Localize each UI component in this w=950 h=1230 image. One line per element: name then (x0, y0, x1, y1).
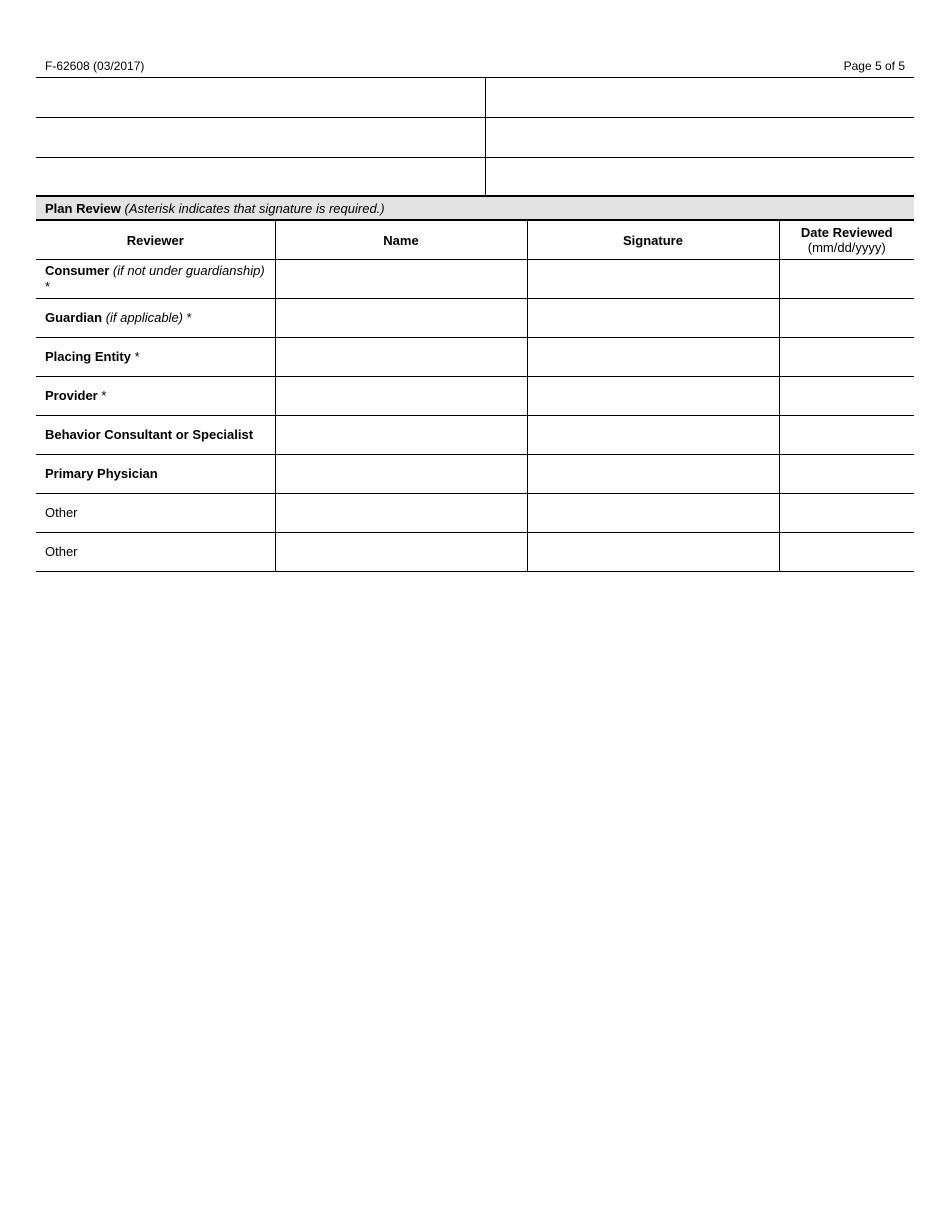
reviewer-cell (36, 416, 275, 455)
reviewer-label: Placing Entity (45, 349, 131, 364)
reviewer-label: Behavior Consultant or Specialist (45, 427, 254, 442)
table-row (36, 377, 914, 416)
table-row (36, 338, 914, 377)
name-field[interactable] (275, 494, 527, 533)
reviewer-suffix: * (97, 388, 107, 403)
form-id: F-62608 (03/2017) (45, 59, 145, 73)
column-header-row (36, 220, 914, 260)
reviewer-cell (36, 260, 275, 299)
review-rows (36, 260, 914, 572)
date-format: (mm/dd/yyyy) (807, 240, 886, 255)
blank-cell[interactable] (36, 118, 486, 158)
table-row (36, 260, 914, 299)
table-row (36, 158, 914, 198)
blank-cell[interactable] (36, 158, 486, 198)
reviewer-cell (36, 455, 275, 494)
name-field[interactable] (275, 455, 527, 494)
table-row (36, 533, 914, 572)
reviewer-label: Primary Physician (45, 466, 158, 481)
name-field[interactable] (275, 533, 527, 572)
column-header-date (779, 220, 914, 260)
column-header-signature: Signature (527, 220, 779, 260)
reviewer-suffix: * (45, 279, 51, 294)
reviewer-suffix: Other (45, 544, 78, 559)
date-label: Date Reviewed (800, 225, 893, 240)
name-field[interactable] (275, 377, 527, 416)
reviewer-suffix: * (130, 349, 140, 364)
table-row (36, 299, 914, 338)
name-field[interactable] (275, 260, 527, 299)
section-title (36, 196, 914, 220)
date-reviewed-field[interactable] (779, 494, 914, 533)
table-row (36, 416, 914, 455)
signature-field[interactable] (527, 299, 779, 338)
name-field[interactable] (275, 299, 527, 338)
reviewer-suffix: * (183, 310, 192, 325)
reviewer-cell (36, 494, 275, 533)
name-field[interactable] (275, 416, 527, 455)
date-reviewed-field[interactable] (779, 260, 914, 299)
date-reviewed-field[interactable] (779, 338, 914, 377)
reviewer-label: Provider (45, 388, 98, 403)
signature-field[interactable] (527, 416, 779, 455)
blank-cell[interactable] (486, 78, 915, 118)
page-header (45, 59, 905, 75)
section-header (36, 196, 914, 220)
blank-cell[interactable] (486, 118, 915, 158)
column-header-reviewer: Reviewer (36, 220, 275, 260)
reviewer-cell (36, 533, 275, 572)
signature-field[interactable] (527, 494, 779, 533)
reviewer-cell (36, 338, 275, 377)
reviewer-label: Consumer (45, 263, 110, 278)
blank-cell[interactable] (36, 78, 486, 118)
date-reviewed-field[interactable] (779, 455, 914, 494)
plan-review-table (36, 195, 914, 572)
section-title-text: Plan Review (45, 200, 121, 216)
date-reviewed-field[interactable] (779, 377, 914, 416)
signature-field[interactable] (527, 455, 779, 494)
date-reviewed-field[interactable] (779, 533, 914, 572)
page-number: Page 5 of 5 (843, 59, 905, 73)
date-reviewed-field[interactable] (779, 416, 914, 455)
section-note: (Asterisk indicates that signature is required.) (124, 200, 385, 216)
name-field[interactable] (275, 338, 527, 377)
reviewer-qualifier: (if applicable) (102, 310, 184, 325)
table-row (36, 118, 914, 158)
signature-field[interactable] (527, 260, 779, 299)
blank-cell[interactable] (486, 158, 915, 198)
table-row (36, 78, 914, 118)
column-header-name: Name (275, 220, 527, 260)
reviewer-qualifier: (if not under guardianship) (109, 263, 265, 278)
signature-field[interactable] (527, 377, 779, 416)
reviewer-cell (36, 299, 275, 338)
signature-field[interactable] (527, 338, 779, 377)
date-reviewed-field[interactable] (779, 299, 914, 338)
reviewer-suffix: Other (45, 505, 78, 520)
table-row (36, 455, 914, 494)
reviewer-label: Guardian (45, 310, 103, 325)
reviewer-cell (36, 377, 275, 416)
signature-field[interactable] (527, 533, 779, 572)
continuation-table (36, 77, 914, 198)
table-row (36, 494, 914, 533)
